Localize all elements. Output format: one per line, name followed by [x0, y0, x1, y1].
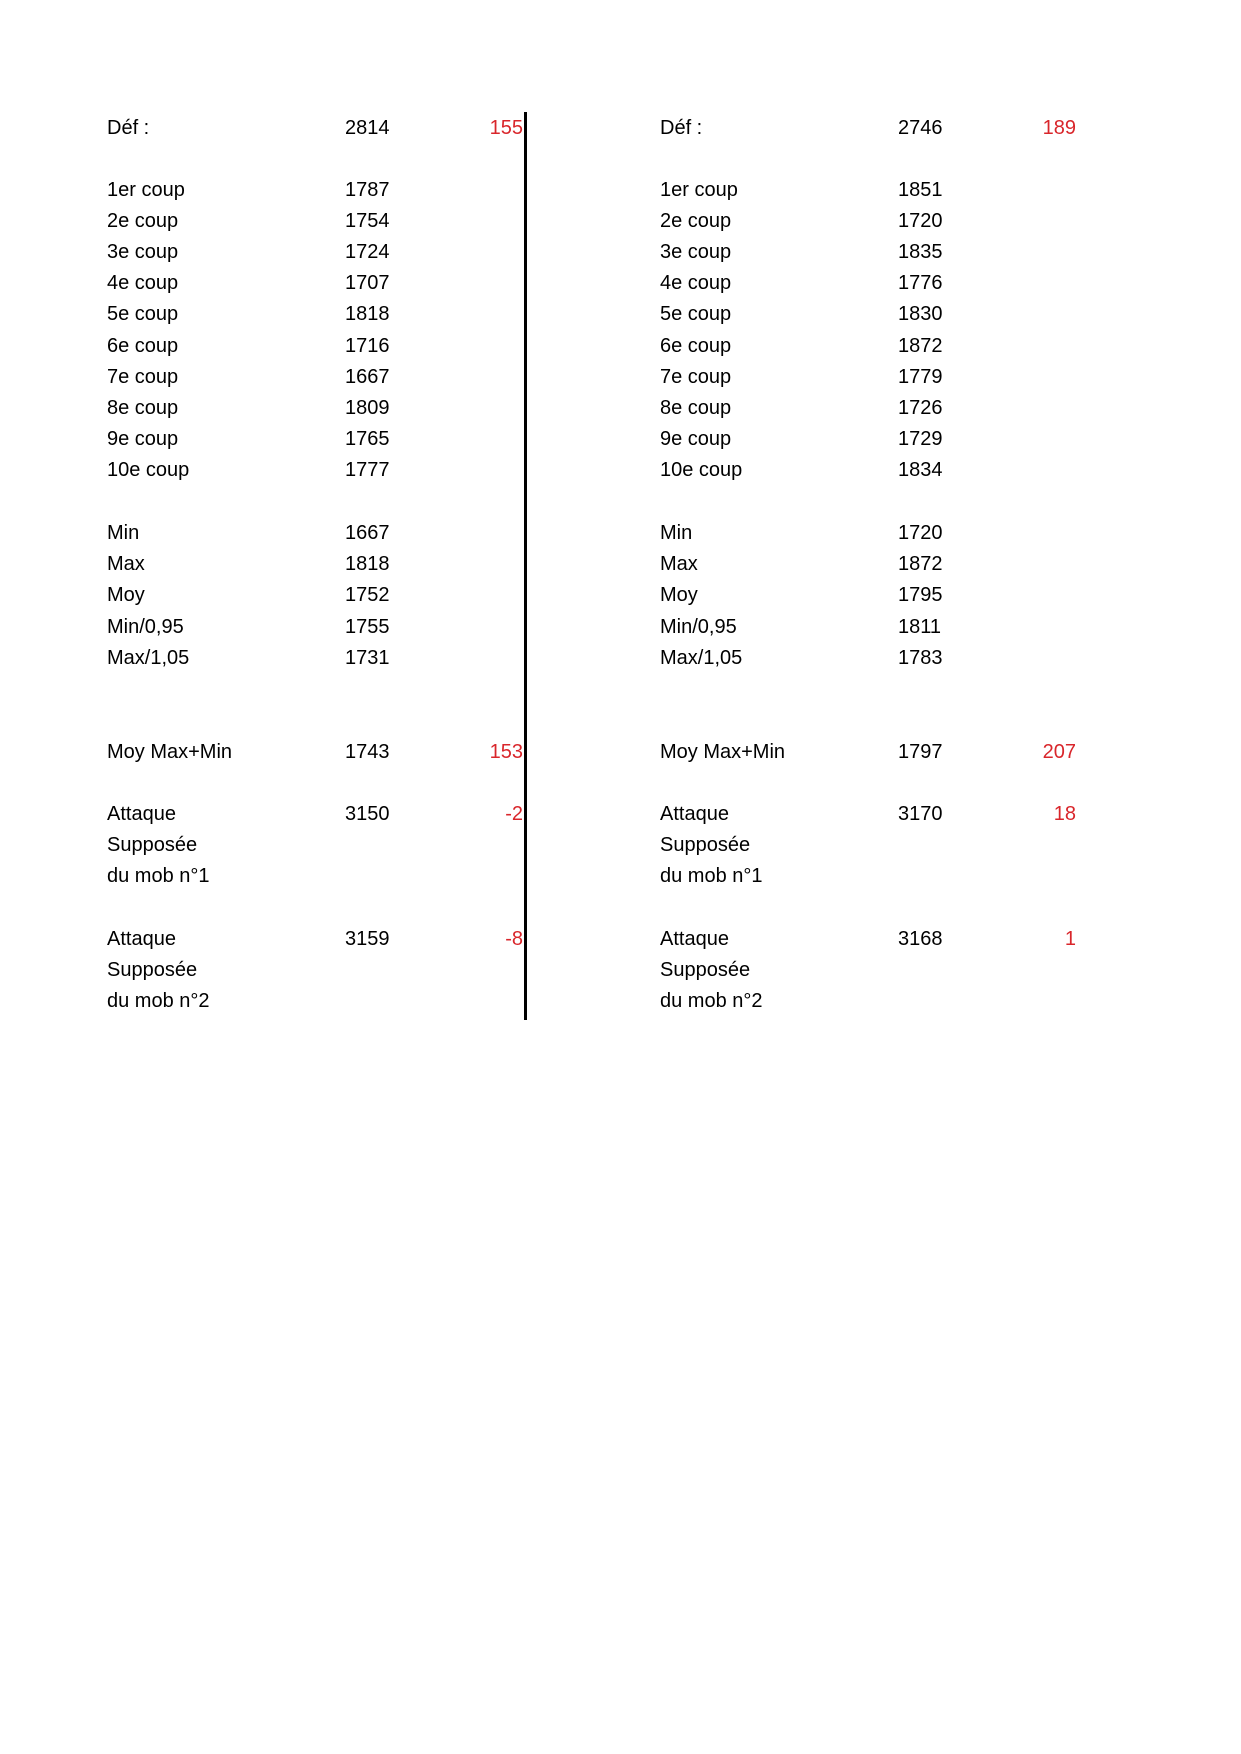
def-label: Déf : — [660, 117, 703, 139]
stat-label: Max — [107, 553, 145, 575]
coup-label: 9e coup — [660, 428, 732, 450]
def-label: Déf : — [107, 117, 150, 139]
stat-value: 1755 — [345, 616, 390, 638]
moy-max-min-delta: 153 — [489, 741, 523, 763]
stat-value: 1783 — [898, 647, 943, 669]
coup-label: 8e coup — [107, 397, 179, 419]
coup-value: 1787 — [345, 179, 390, 201]
moy-max-min-label: Moy Max+Min — [107, 741, 233, 763]
coup-value: 1765 — [345, 428, 390, 450]
mob1-label-line1: Attaque — [660, 803, 729, 825]
mob2-label-line3: du mob n°2 — [107, 990, 210, 1012]
mob2-label-line2: Supposée — [660, 959, 751, 981]
coup-label: 2e coup — [107, 210, 179, 232]
stat-value: 1872 — [898, 553, 943, 575]
coup-label: 1er coup — [107, 179, 185, 201]
coup-value: 1716 — [345, 335, 390, 357]
mob1-label-line2: Supposée — [107, 834, 198, 856]
coup-value: 1777 — [345, 459, 390, 481]
stat-value: 1811 — [898, 616, 942, 638]
moy-max-min-label: Moy Max+Min — [660, 741, 786, 763]
stat-label: Moy — [660, 584, 698, 606]
coup-label: 1er coup — [660, 179, 738, 201]
coup-label: 5e coup — [660, 303, 732, 325]
mob1-label-line3: du mob n°1 — [107, 865, 210, 887]
stat-label: Min/0,95 — [660, 616, 737, 638]
coup-value: 1726 — [898, 397, 943, 419]
coup-value: 1724 — [345, 241, 390, 263]
coup-label: 8e coup — [660, 397, 732, 419]
mob2-label-line1: Attaque — [660, 928, 729, 950]
def-value: 2814 — [345, 117, 390, 139]
stat-label: Max/1,05 — [107, 647, 190, 669]
mob2-label-line1: Attaque — [107, 928, 176, 950]
coup-label: 9e coup — [107, 428, 179, 450]
coup-value: 1779 — [898, 366, 943, 388]
coup-value: 1729 — [898, 428, 943, 450]
stat-value: 1818 — [345, 553, 390, 575]
coup-label: 10e coup — [660, 459, 743, 481]
stat-label: Min/0,95 — [107, 616, 184, 638]
coup-label: 3e coup — [660, 241, 732, 263]
mob2-label-line3: du mob n°2 — [660, 990, 763, 1012]
stat-label: Moy — [107, 584, 145, 606]
coup-label: 2e coup — [660, 210, 732, 232]
coup-label: 7e coup — [660, 366, 732, 388]
moy-max-min-value: 1797 — [898, 741, 943, 763]
coup-value: 1776 — [898, 272, 943, 294]
stat-label: Min — [660, 522, 693, 544]
coup-value: 1707 — [345, 272, 390, 294]
coup-value: 1835 — [898, 241, 943, 263]
def-delta: 155 — [489, 117, 523, 139]
def-value: 2746 — [898, 117, 943, 139]
mob2-delta: -8 — [505, 928, 523, 950]
coup-label: 4e coup — [660, 272, 732, 294]
mob2-label-line2: Supposée — [107, 959, 198, 981]
coup-value: 1754 — [345, 210, 390, 232]
mob2-value: 3168 — [898, 928, 943, 950]
mob1-delta: 18 — [1053, 803, 1076, 825]
coup-value: 1809 — [345, 397, 390, 419]
coup-label: 10e coup — [107, 459, 190, 481]
stat-value: 1731 — [345, 647, 390, 669]
coup-label: 6e coup — [660, 335, 732, 357]
coup-label: 3e coup — [107, 241, 179, 263]
coup-value: 1851 — [898, 179, 943, 201]
coup-label: 6e coup — [107, 335, 179, 357]
coup-value: 1872 — [898, 335, 943, 357]
mob2-delta: 1 — [1064, 928, 1076, 950]
stat-label: Max — [660, 553, 698, 575]
coup-value: 1818 — [345, 303, 390, 325]
coup-value: 1830 — [898, 303, 943, 325]
mob1-value: 3150 — [345, 803, 390, 825]
mob1-label-line1: Attaque — [107, 803, 176, 825]
stat-value: 1752 — [345, 584, 390, 606]
coup-value: 1720 — [898, 210, 943, 232]
mob2-value: 3159 — [345, 928, 390, 950]
coup-value: 1834 — [898, 459, 943, 481]
stat-label: Max/1,05 — [660, 647, 743, 669]
moy-max-min-value: 1743 — [345, 741, 390, 763]
coup-label: 5e coup — [107, 303, 179, 325]
coup-value: 1667 — [345, 366, 390, 388]
coup-label: 7e coup — [107, 366, 179, 388]
mob1-value: 3170 — [898, 803, 943, 825]
coup-label: 4e coup — [107, 272, 179, 294]
stat-label: Min — [107, 522, 140, 544]
def-delta: 189 — [1042, 117, 1076, 139]
mob1-label-line2: Supposée — [660, 834, 751, 856]
stat-value: 1720 — [898, 522, 943, 544]
stat-value: 1795 — [898, 584, 943, 606]
column-divider — [524, 112, 527, 1020]
mob1-label-line3: du mob n°1 — [660, 865, 763, 887]
moy-max-min-delta: 207 — [1042, 741, 1076, 763]
mob1-delta: -2 — [505, 803, 523, 825]
stat-value: 1667 — [345, 522, 390, 544]
